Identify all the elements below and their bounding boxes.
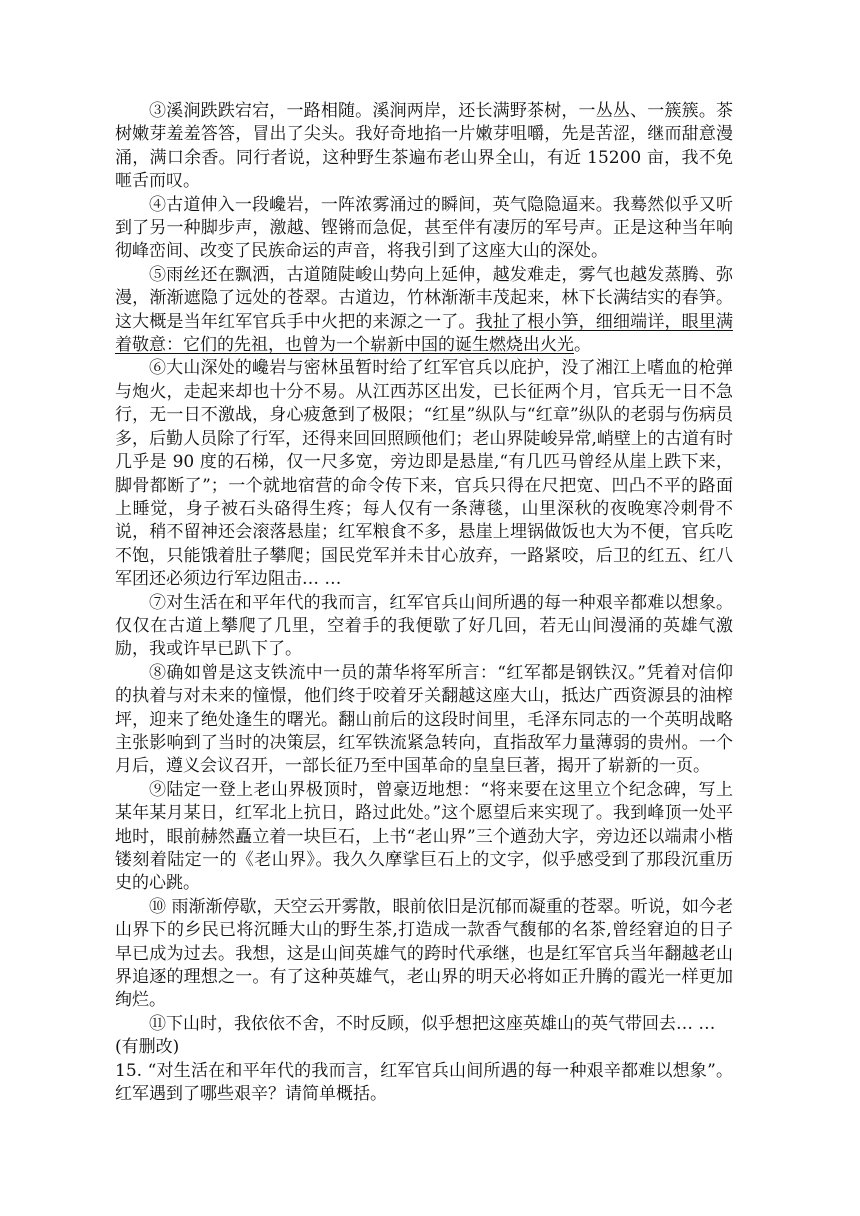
paragraph-8: ⑧确如曾是这支铁流中一员的萧华将军所言：“红军都是钢铁汉。”凭着对信仰的执着与对未来的憧憬，他们终于咬着牙关翻越这座大山，抵达广西资源县的油榨坪，迎来了绝处逢生的曙光。翻山前后的这段时间里，毛泽东同志的一个英明战略主张影响到了当时的决策层，红军铁流紧急转向，直指敌军力量薄弱的贵州。一个月后，遵义会议召开，一部长征乃至中国革命的皇皇巨著，揭开了崭新的一页。	[115, 662, 733, 777]
paragraph-7: ⑦对生活在和平年代的我而言，红军官兵山间所遇的每一种艰辛都难以想象。仅仅在古道上攀爬了几里，空着手的我便歇了好几回，若无山间漫涌的英雄气激励，我或许早已趴下了。	[115, 592, 733, 660]
paragraph-3: ③溪涧跌跌宕宕，一路相随。溪涧两岸，还长满野茶树，一丛丛、一簇簇。茶树嫩芽羞羞答答，冒出了尖头。我好奇地掐一片嫩芽咀嚼，先是苦涩，继而甜意漫涌，满口余香。同行者说，这种野生茶遍布老山界全山，有近 15200 亩，我不免咂舌而叹。	[115, 101, 733, 192]
paragraph-4: ④古道伸入一段巉岩，一阵浓雾涌过的瞬间，英气隐隐逼来。我蓦然似乎又听到了另一种脚步声，激越、铿锵而急促，甚至伴有凄厉的军号声。正是这种当年响彻峰峦间、改变了民族命运的声音，将我引到了这座大山的深处。	[115, 194, 733, 262]
paragraph-5-text: ⑤雨丝还在飘洒，古道随陡峻山势向上延伸，越发难走，雾气也越发蒸腾、弥漫，渐渐遮隐了远处的苍翠。古道边，竹林渐渐丰茂起来，林下长满结实的春笋。这大概是当年红军官兵手中火把的来源之一了。	[115, 264, 733, 332]
paragraph-10: ⑩ 雨渐渐停歇，天空云开雾散，眼前依旧是沉郁而凝重的苍翠。听说，如今老山界下的乡民已将沉睡大山的野生茶,打造成一款香气馥郁的名茶,曾经窘迫的日子早已成为过去。我想，这是山间英雄气的跨时代承继，也是红军官兵当年翻越老山界追逐的理想之一。有了这种英雄气，老山界的明天必将如正升腾的霞光一样更加绚烂。	[115, 896, 733, 1011]
article	[115, 100, 733, 1106]
underlined-sentence: 我扯了根小笋，细细端详，眼里满着敬意：它们的先祖，也曾为一个崭新中国的诞生燃烧出火光	[115, 311, 734, 356]
paragraph-9: ⑨陆定一登上老山界极顶时，曾豪迈地想：“将来要在这里立个纪念碑，写上某年某月某日，红军北上抗日，路过此处。”这个愿望后来实现了。我到峰顶一处平地时，眼前赫然矗立着一块巨石，上书“老山界”三个遒劲大字，旁边还以端肃小楷镂刻着陆定一的《老山界》。我久久摩挲巨石上的文字，似乎感受到了那段沉重历史的心跳。	[115, 779, 733, 894]
paragraph-11: ⑪下山时，我依依不舍，不时反顾，似乎想把这座英雄山的英气带回去… …	[149, 1013, 716, 1034]
paragraph-6: ⑥大山深处的巉岩与密林虽暂时给了红军官兵以庇护，没了湘江上嗜血的枪弹与炮火，走起来却也十分不易。从江西苏区出发，已长征两个月，官兵无一日不急行，无一日不激战，身心疲惫到了极限；“红星”纵队与“红章”纵队的老弱与伤病员多，后勤人员除了行军，还得来回回照顾他们；老山界陡峻异常,峭壁上的古道有时几乎是 90 度的石梯，仅一尺多宽，旁边即是悬崖,“有几匹马曾经从崖上跌下来，脚骨都断了”；一个就地宿营的命令传下来，官兵只得在尺把宽、凹凸不平的路面上睡觉，身子被石头硌得生疼；每人仅有一条薄毯，山里深秋的夜晚寒冷刺骨不说，稍不留神还会滚落悬崖；红军粮食不多，悬崖上埋锅做饭也大为不便，官兵吃不饱，只能饿着肚子攀爬；国民党军并未甘心放弃，一路紧咬，后卫的红五、红八军团还必须边行军边阻击… …	[115, 358, 733, 590]
source-note: (有删改)	[115, 1037, 180, 1058]
question-15: 15. “对生活在和平年代的我而言，红军官兵山间所遇的每一种艰辛都难以想象”。红军遇到了哪些艰辛？请简单概括。	[115, 1060, 733, 1105]
paragraph-5	[115, 264, 733, 358]
paragraph-5-end: 。	[574, 335, 591, 356]
